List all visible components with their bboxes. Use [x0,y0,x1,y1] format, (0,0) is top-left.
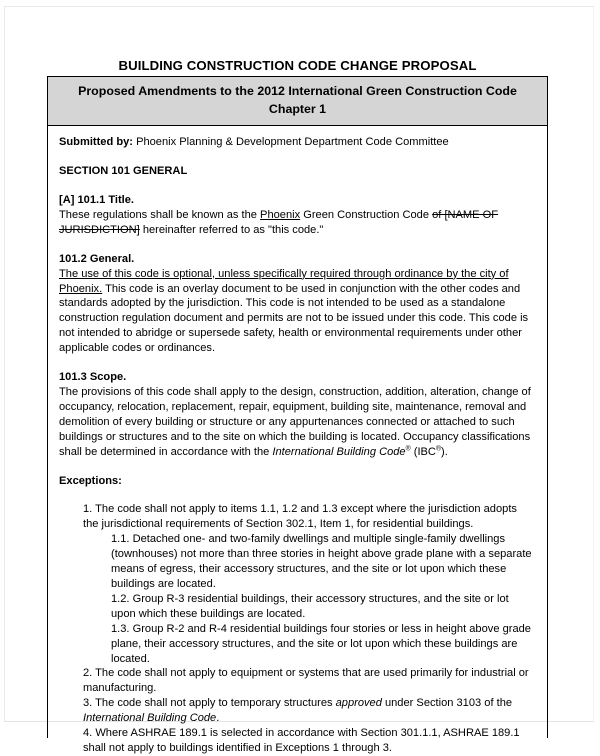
s101-1-text-before: These regulations shall be known as the [59,208,261,221]
exception-item-1-2: 1.2. Group R-3 residential buildings, their accessory structures, and the site or lot upon which these buildings are located. [111,592,509,620]
exception-item-1-1: 1.1. Detached one- and two-family dwellings and multiple single-family dwellings (townhouses) not more than three stories in height above grade plane with a separate means of egress, their accessory structures, and the site or lot upon which these buildings are located. [111,533,532,590]
s101-1-text-mid: Green Construction Code [300,208,433,221]
s101-3-body-part-3: ). [441,445,448,458]
section-101-1-heading: [A] 101.1 Title. [59,194,135,207]
s101-1-text-after: hereinafter referred to as "this code." [139,223,324,236]
section-101-2 [59,252,535,356]
exception-3-part-1: 3. The code shall not apply to temporary structures [83,697,336,710]
exception-3-part-3: . [216,712,220,725]
submitted-by-label: Submitted by: [59,136,133,149]
registered-mark-icon: ® [405,444,411,452]
exception-item-1-3: 1.3. Group R-2 and R-4 residential buildings four stories or less in height above grade plane, their accessory structures, and the site or lot upon which these buildings are located. [111,622,531,665]
s101-2-body: This code is an overlay document to be used in conjunction with the other codes and standards adopted by the jurisdiction. This code is not intended to be used as a standalone construction regulation document and permits are not to be issued under this code. This code is not intended to abridge or supersede safety, health or environmental requirements under other applicable codes or ordinances. [59,282,529,355]
exception-item-4: 4. Where ASHRAE 189.1 is selected in accordance with Section 301.1.1, ASHRAE 189.1 shall not apply to buildings identified in Exceptions 1 through 3. [83,727,520,754]
banner-line-2: Chapter 1 [268,101,327,116]
s101-3-body-part-2: (IBC [410,445,436,458]
s101-2-inserted-sentence: The use of this code is optional, unless specifically required through ordinance by the city of Phoenix. [59,267,509,295]
proposal-banner [48,76,547,126]
exception-item-3 [59,696,535,726]
section-101-3 [59,370,535,459]
submitted-by-value: Phoenix Planning & Development Department Code Committee [136,136,449,149]
section-101-3-heading: 101.3 Scope. [59,371,127,384]
s101-3-body-part-1: The provisions of this code shall apply to the design, construction, addition, alteration, change of occupancy, relocation, replacement, repair, equipment, building site, maintenance, removal and demolition of every building or structure or any appurtenances connected or attached to such buildings or structures and to the site on which the building is located. Occupancy classifications shall be determined in accordance with the [59,386,531,458]
exceptions-heading: Exceptions: [59,474,122,487]
exception-3-approved-term: approved [335,697,382,710]
section-101-2-heading: 101.2 General. [59,252,135,265]
submitted-by-line [59,135,535,150]
exception-item-1: 1. The code shall not apply to items 1.1, 1.2 and 1.3 except where the jurisdiction adopts the jurisdictional requirements of Section 302.1, Item 1, for residential buildings. [83,503,517,531]
exception-item-2: 2. The code shall not apply to equipment or systems that are used primarily for industrial or manufacturing. [83,667,529,695]
page-title: BUILDING CONSTRUCTION CODE CHANGE PROPOSAL [118,58,477,73]
registered-mark-icon-2: ® [435,444,442,452]
s101-1-deleted-text: of [NAME OF JURISDICTION] [59,208,499,236]
section-101-heading: SECTION 101 GENERAL [59,165,188,178]
exceptions-list [59,502,535,755]
exception-3-ibc-reference: International Building Code [83,712,217,725]
s101-1-inserted-text: Phoenix [260,208,301,221]
section-101-1 [59,193,535,238]
s101-3-ibc-reference: International Building Code [272,445,406,458]
exception-3-part-2: under Section 3103 of the [381,697,513,710]
banner-line-1: Proposed Amendments to the 2012 International Green Construction Code [78,84,517,98]
proposal-table [47,76,548,754]
proposal-body [48,126,547,754]
